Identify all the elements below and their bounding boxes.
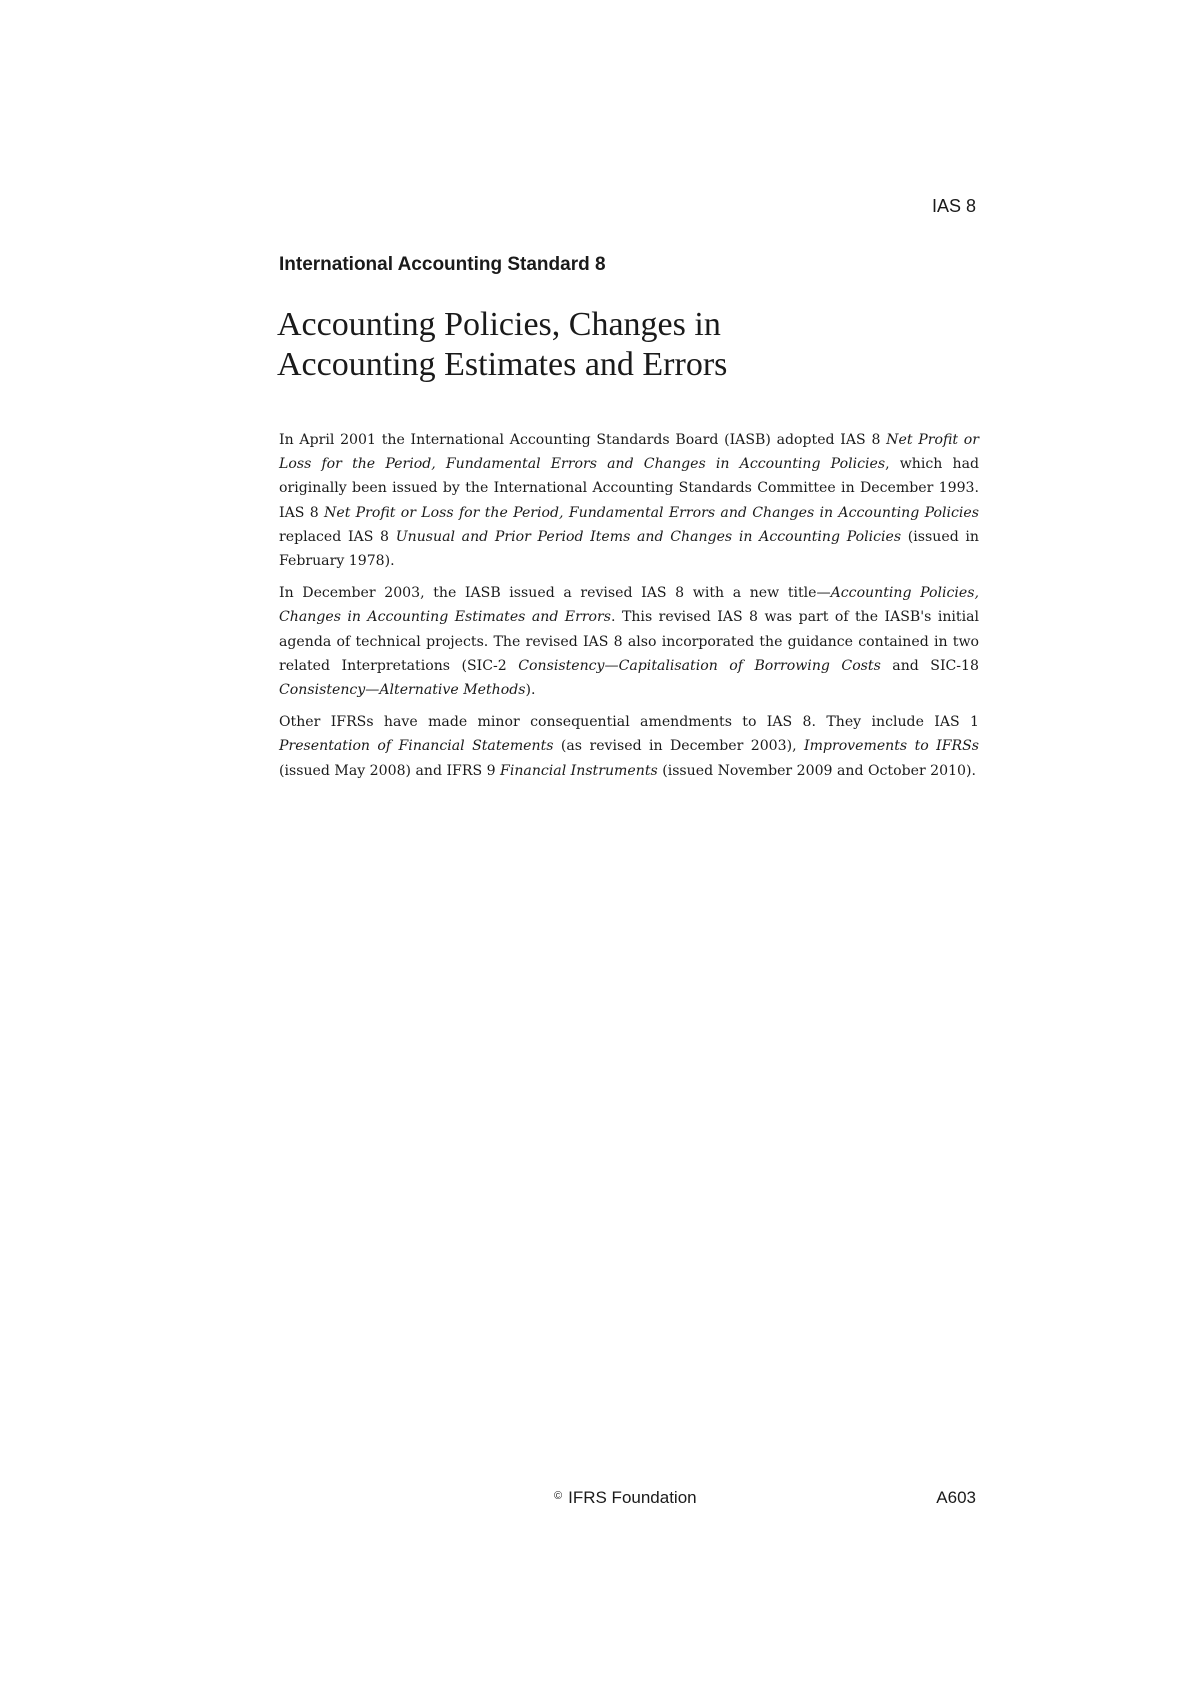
paragraph-text: ). [525,682,536,699]
page-number: A603 [936,1488,976,1507]
paragraph-text: (issued November 2009 and October 2010). [657,762,977,779]
intro-paragraph-3 [279,710,979,783]
introduction-body [279,428,979,791]
paragraph-text: In April 2001 the International Accounting Standards Board (IASB) adopted IAS 8 [279,432,887,448]
paragraph-text: (as revised in December 2003), [553,738,804,755]
paragraph-text: In December 2003, the IASB issued a revised IAS 8 with a new title— [279,585,831,602]
paragraph-text: (issued in February 1978). [279,528,979,570]
italic-title-ref: Accounting Policies, Changes in Accounting Estimates and Errors [279,585,979,626]
italic-title-ref: Consistency—Capitalisation of Borrowing Costs [518,657,881,674]
footer-copyright [554,1488,697,1508]
intro-paragraph-1 [279,428,979,573]
title-line-2: Accounting Estimates and Errors [277,346,728,383]
italic-title-ref: Improvements to IFRSs [804,738,979,755]
paragraph-text: Other IFRSs have made minor consequential amendments to IAS 8. They include IAS 1 [279,714,979,731]
italic-title-ref: Net Profit or Loss for the Period, Fundamental Errors and Changes in Accounting Policies [324,504,979,521]
paragraph-text: and SIC-18 [880,657,979,674]
italic-title-ref: Net Profit or Loss for the Period, Fundamental Errors and Changes in Accounting Policies [279,432,979,473]
paragraph-text: , which had originally been issued by the International Accounting Standards Committee in December 1993. IAS 8 [279,456,980,521]
intro-paragraph-2 [279,581,979,702]
paragraph-text: (issued May 2008) and IFRS 9 [279,762,501,779]
title-line-1: Accounting Policies, Changes in [277,306,721,343]
running-head: IAS 8 [931,196,976,216]
italic-title-ref: Unusual and Prior Period Items and Changes in Accounting Policies [395,528,902,545]
italic-title-ref: Consistency—Alternative Methods [279,682,526,699]
italic-title-ref: Financial Instruments [500,762,658,779]
italic-title-ref: Presentation of Financial Statements [279,738,554,755]
copyright-holder: IFRS Foundation [568,1488,697,1507]
document-title [277,305,977,385]
standard-label: International Accounting Standard 8 [279,254,606,275]
copyright-symbol: © [554,1490,563,1502]
paragraph-text: . This revised IAS 8 was part of the IASB's initial agenda of technical projects. The revised IAS 8 also incorporated the guidance contained in two related Interpretations (SIC-2 [279,609,979,674]
paragraph-text: replaced IAS 8 [279,528,396,545]
